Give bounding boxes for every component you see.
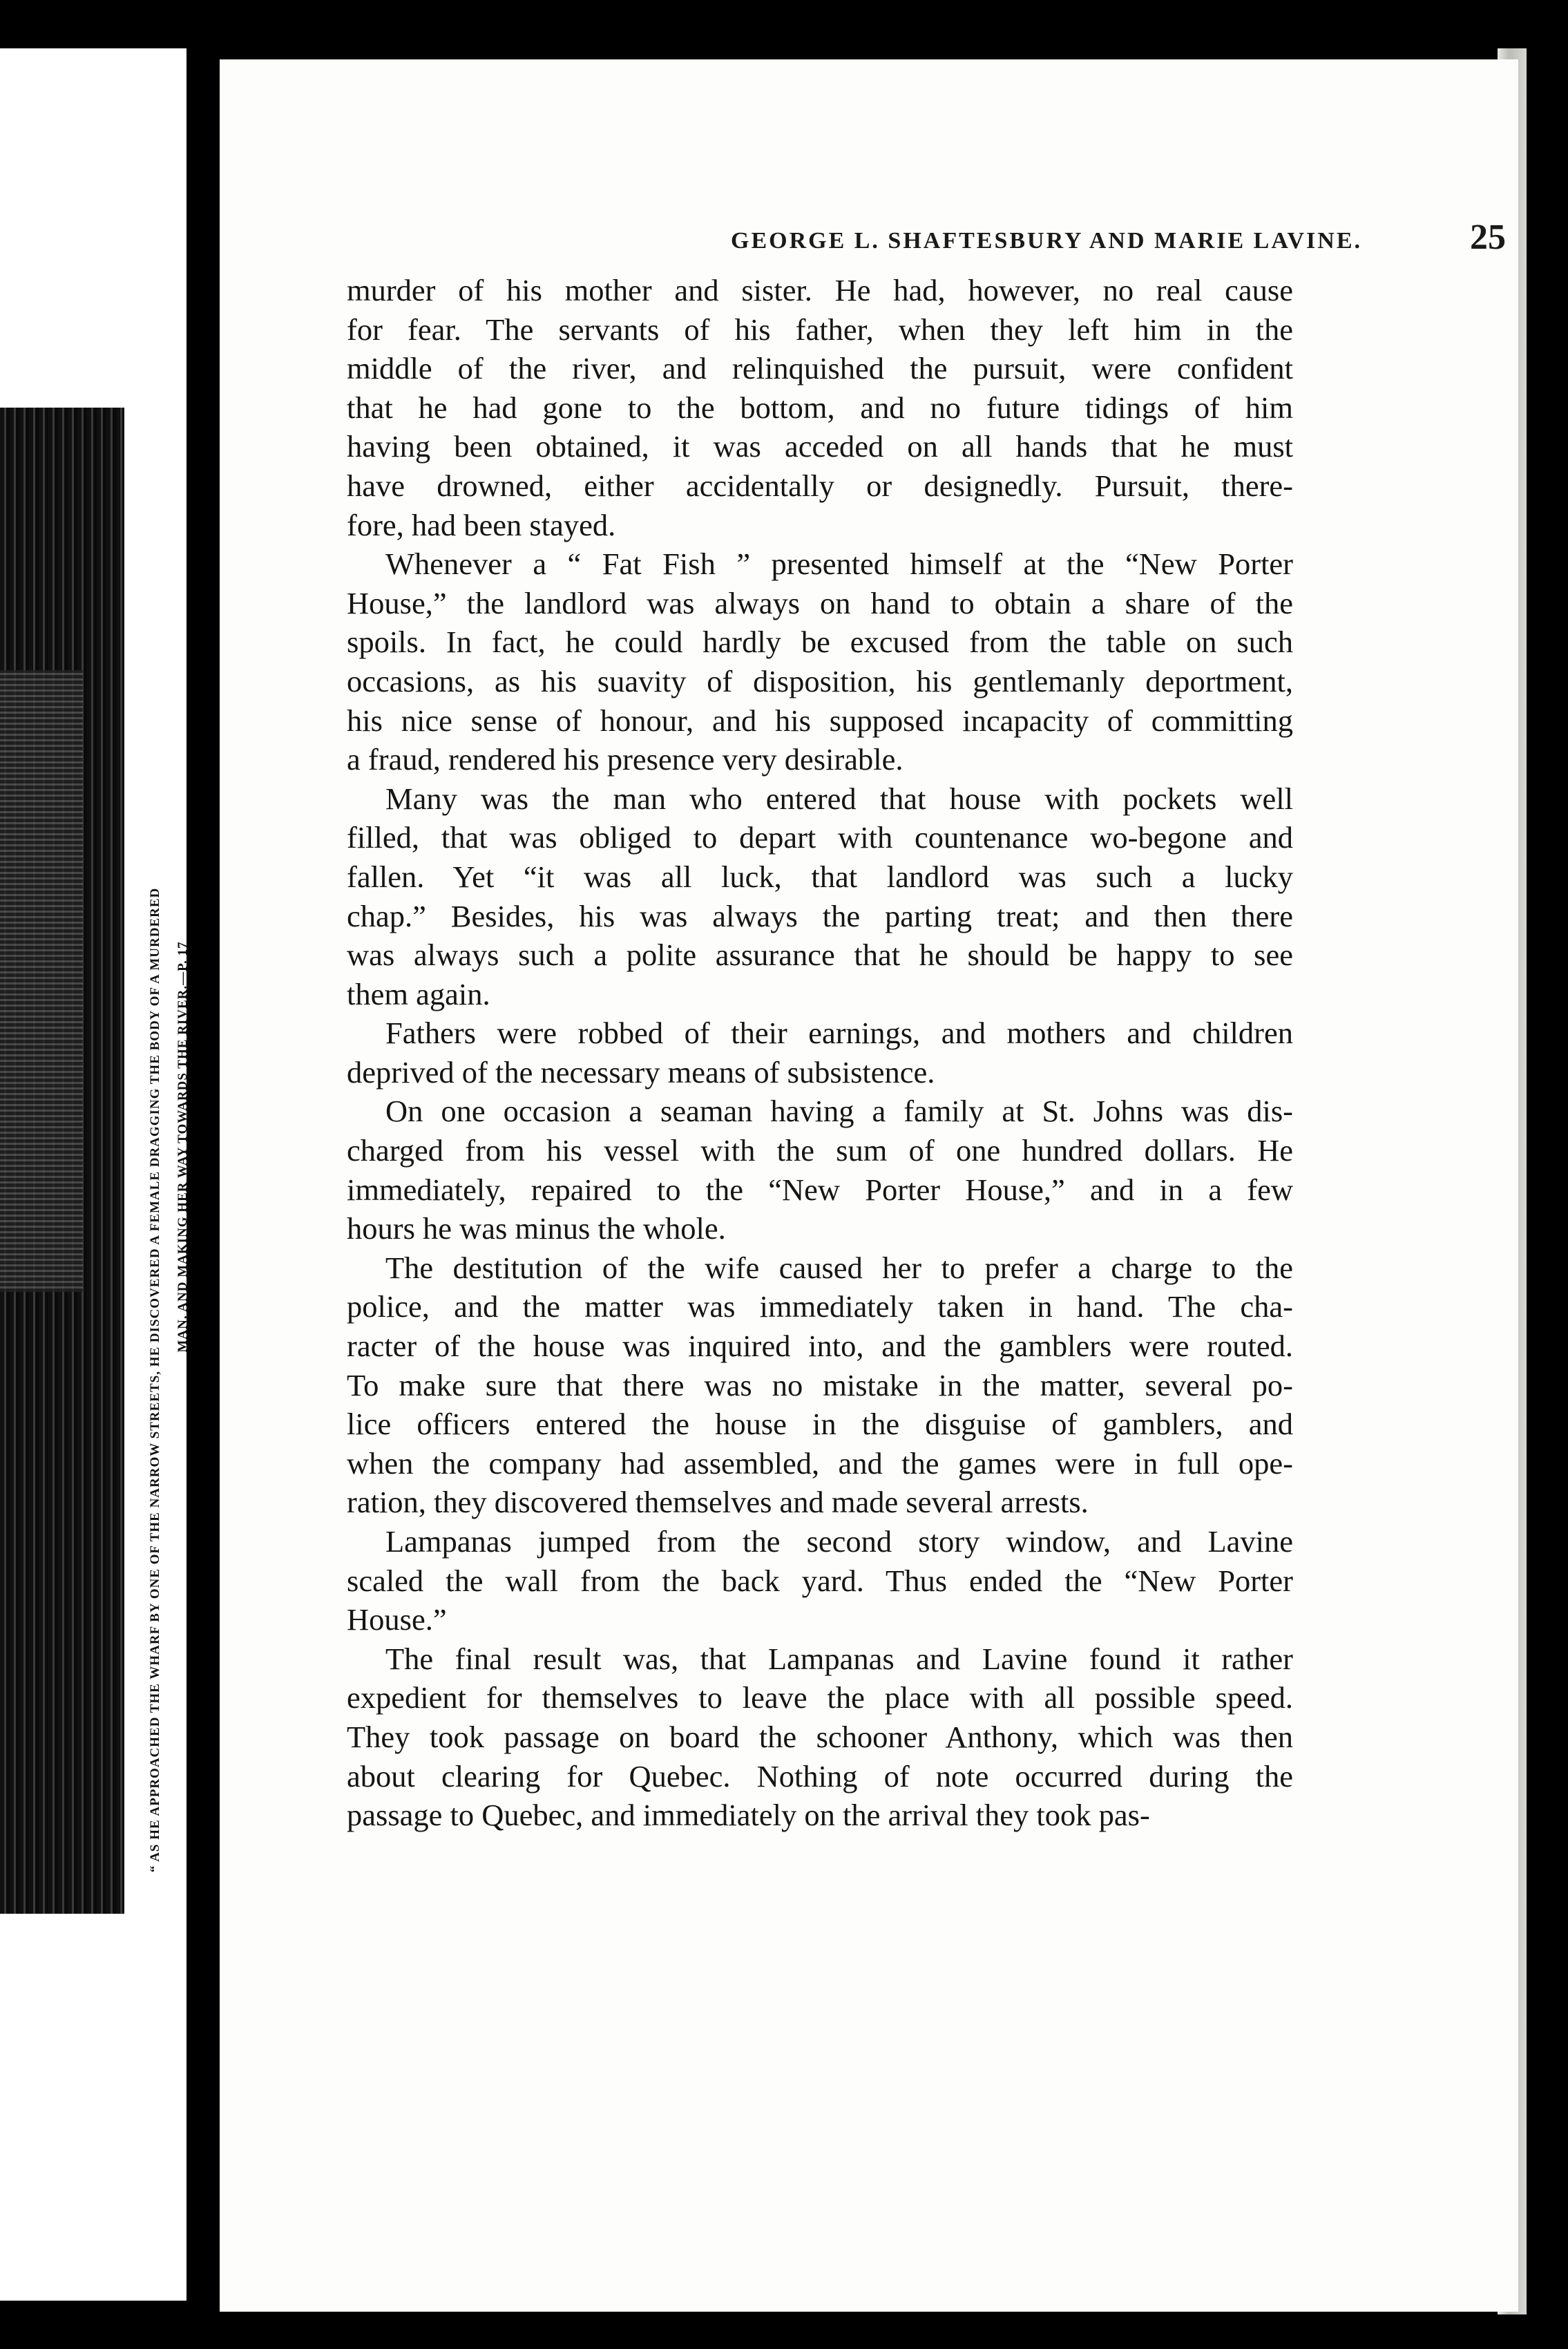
running-head: GEORGE L. SHAFTESBURY AND MARIE LAVINE.: [731, 228, 1363, 254]
text-line: passage to Quebec, and immediately on the arrival they took pas-: [347, 1798, 1150, 1833]
text-line: House.”: [347, 1602, 447, 1637]
text-line: racter of the house was inquired into, and the gamblers were routed.: [347, 1329, 1293, 1364]
text-line: The destitution of the wife caused her to prefer a charge to the: [385, 1250, 1293, 1285]
plate-caption-line-2: MAN, AND MAKING HER WAY TOWARDS THE RIVER.—P. 17: [175, 941, 190, 1353]
paragraph: [347, 1639, 1293, 1835]
text-line: fallen. Yet “it was all luck, that landlord was such a lucky: [347, 859, 1293, 894]
text-line: House,” the landlord was always on hand to obtain a share of the: [347, 585, 1293, 620]
paragraph: [347, 1014, 1293, 1092]
text-line: scaled the wall from the back yard. Thus ended the “New Porter: [347, 1563, 1293, 1598]
text-line: filled, that was obliged to depart with countenance wo-begone and: [347, 820, 1293, 855]
text-line: that he had gone to the bottom, and no future tidings of him: [347, 390, 1293, 425]
text-line: his nice sense of honour, and his supposed incapacity of committing: [347, 703, 1293, 738]
text-line: fore, had been stayed.: [347, 507, 616, 542]
text-line: murder of his mother and sister. He had, however, no real cause: [347, 273, 1293, 307]
text-line: a fraud, rendered his presence very desirable.: [347, 742, 903, 777]
body-text: [347, 271, 1293, 1835]
text-line: ration, they discovered themselves and made several arrests.: [347, 1485, 1089, 1520]
text-line: The final result was, that Lampanas and Lavine found it rather: [385, 1641, 1293, 1676]
facing-plate-page: [0, 48, 190, 2301]
text-line: On one occasion a seaman having a family at St. Johns was dis-: [385, 1094, 1293, 1129]
page-header: [731, 216, 1511, 271]
text-line: chap.” Besides, his was always the parting treat; and then there: [347, 898, 1293, 933]
text-line: deprived of the necessary means of subsistence.: [347, 1054, 935, 1090]
page-number: 25: [1470, 218, 1506, 257]
text-line: lice officers entered the house in the disguise of gamblers, and: [347, 1407, 1293, 1442]
text-line: them again.: [347, 976, 490, 1011]
text-line: for fear. The servants of his father, when they left him in the: [347, 312, 1293, 347]
text-line: occasions, as his suavity of disposition, his gentlemanly deportment,: [347, 663, 1293, 698]
paragraph: [347, 271, 1293, 544]
text-line: spoils. In fact, he could hardly be excused from the table on such: [347, 625, 1293, 660]
text-line: immediately, repaired to the “New Porter House,” and in a few: [347, 1172, 1293, 1207]
paragraph: [347, 779, 1293, 1014]
paragraph: [347, 1092, 1293, 1248]
text-line: To make sure that there was no mistake in the matter, several po-: [347, 1367, 1293, 1402]
text-line: when the company had assembled, and the games were in full ope-: [347, 1445, 1293, 1481]
text-line: charged from his vessel with the sum of one hundred dollars. He: [347, 1133, 1293, 1168]
text-line: expedient for themselves to leave the place with all possible speed.: [347, 1680, 1293, 1715]
paragraph: [347, 1522, 1293, 1639]
text-line: They took passage on board the schooner Anthony, which was then: [347, 1719, 1293, 1754]
text-line: middle of the river, and relinquished the pursuit, were confident: [347, 351, 1293, 386]
text-line: was always such a polite assurance that he should be happy to see: [347, 938, 1293, 973]
engraving-detail: [0, 670, 83, 1292]
paragraph: [347, 1248, 1293, 1522]
text-line: Many was the man who entered that house with pockets well: [385, 781, 1293, 816]
text-line: Lampanas jumped from the second story window, and Lavine: [385, 1524, 1293, 1559]
paragraph: [347, 544, 1293, 779]
text-line: have drowned, either accidentally or designedly. Pursuit, there-: [347, 468, 1293, 503]
text-line: police, and the matter was immediately taken in hand. The cha-: [347, 1289, 1293, 1324]
text-line: hours he was minus the whole.: [347, 1211, 726, 1246]
text-line: Fathers were robbed of their earnings, and mothers and children: [385, 1016, 1293, 1051]
plate-caption: [142, 421, 197, 1872]
plate-caption-line-1: “ AS HE APPROACHED THE WHARF BY ONE OF THE NARROW STREETS, HE DISCOVERED A FEMALE DRAGGING THE BODY OF A MURDERED: [148, 887, 162, 1872]
text-line: about clearing for Quebec. Nothing of note occurred during the: [347, 1758, 1293, 1794]
text-line: having been obtained, it was acceded on all hands that he must: [347, 429, 1293, 464]
text-line: Whenever a “ Fat Fish ” presented himself at the “New Porter: [385, 546, 1293, 582]
